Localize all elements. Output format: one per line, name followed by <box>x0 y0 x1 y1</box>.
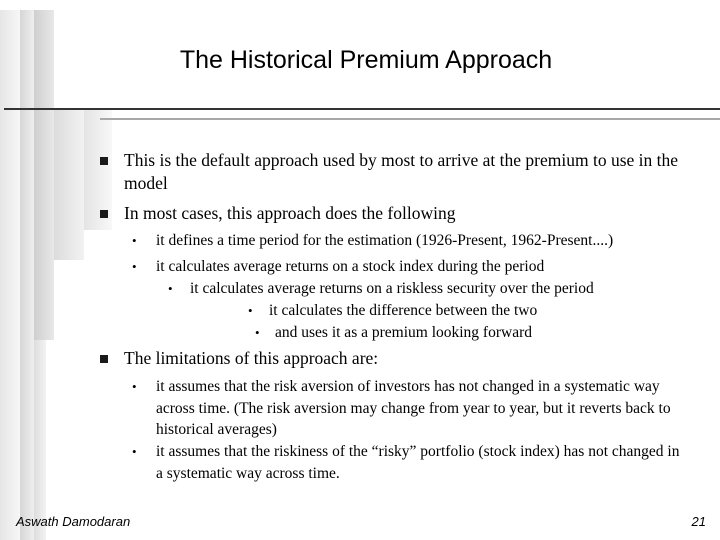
sub-bullet-icon: • <box>168 281 173 296</box>
sub-bullet-text: it calculates average returns on a riskless security over the period <box>190 280 594 297</box>
bullet-text: In most cases, this approach does the following <box>124 203 456 223</box>
footer-author: Aswath Damodaran <box>16 514 131 529</box>
sub-bullet-icon: • <box>132 444 137 459</box>
sub-bullet-text: it assumes that the riskiness of the “risky” portfolio (stock index) has not changed in a systematic way across time. <box>156 443 680 482</box>
square-bullet-icon <box>100 210 108 218</box>
page-number: 21 <box>691 514 706 529</box>
sub-bullet-icon: • <box>132 379 137 394</box>
sub-bullet-icon: • <box>132 233 137 248</box>
bullet-text: The limitations of this approach are: <box>124 348 379 368</box>
sub-bullet-text: and uses it as a premium looking forward <box>275 324 532 341</box>
square-bullet-icon <box>100 355 108 363</box>
sub-bullet-icon: • <box>255 325 260 340</box>
sub-bullet-icon: • <box>248 303 253 318</box>
sub-bullet-icon: • <box>132 259 137 274</box>
sub-bullet-text: it calculates average returns on a stock index during the period <box>156 258 545 275</box>
sub-bullet-text: it defines a time period for the estimation (1926-Present, 1962-Present....) <box>156 232 614 249</box>
sub-bullet-text: it assumes that the risk aversion of investors has not changed in a systematic way across time. (The risk aversion may change from year to year, but it reverts back to historical averages) <box>156 378 671 438</box>
slide-title: The Historical Premium Approach <box>179 46 553 74</box>
bullet-text: This is the default approach used by most to arrive at the premium to use in the model <box>124 150 679 193</box>
sub-bullet-text: it calculates the difference between the two <box>269 302 538 319</box>
square-bullet-icon <box>100 157 108 165</box>
